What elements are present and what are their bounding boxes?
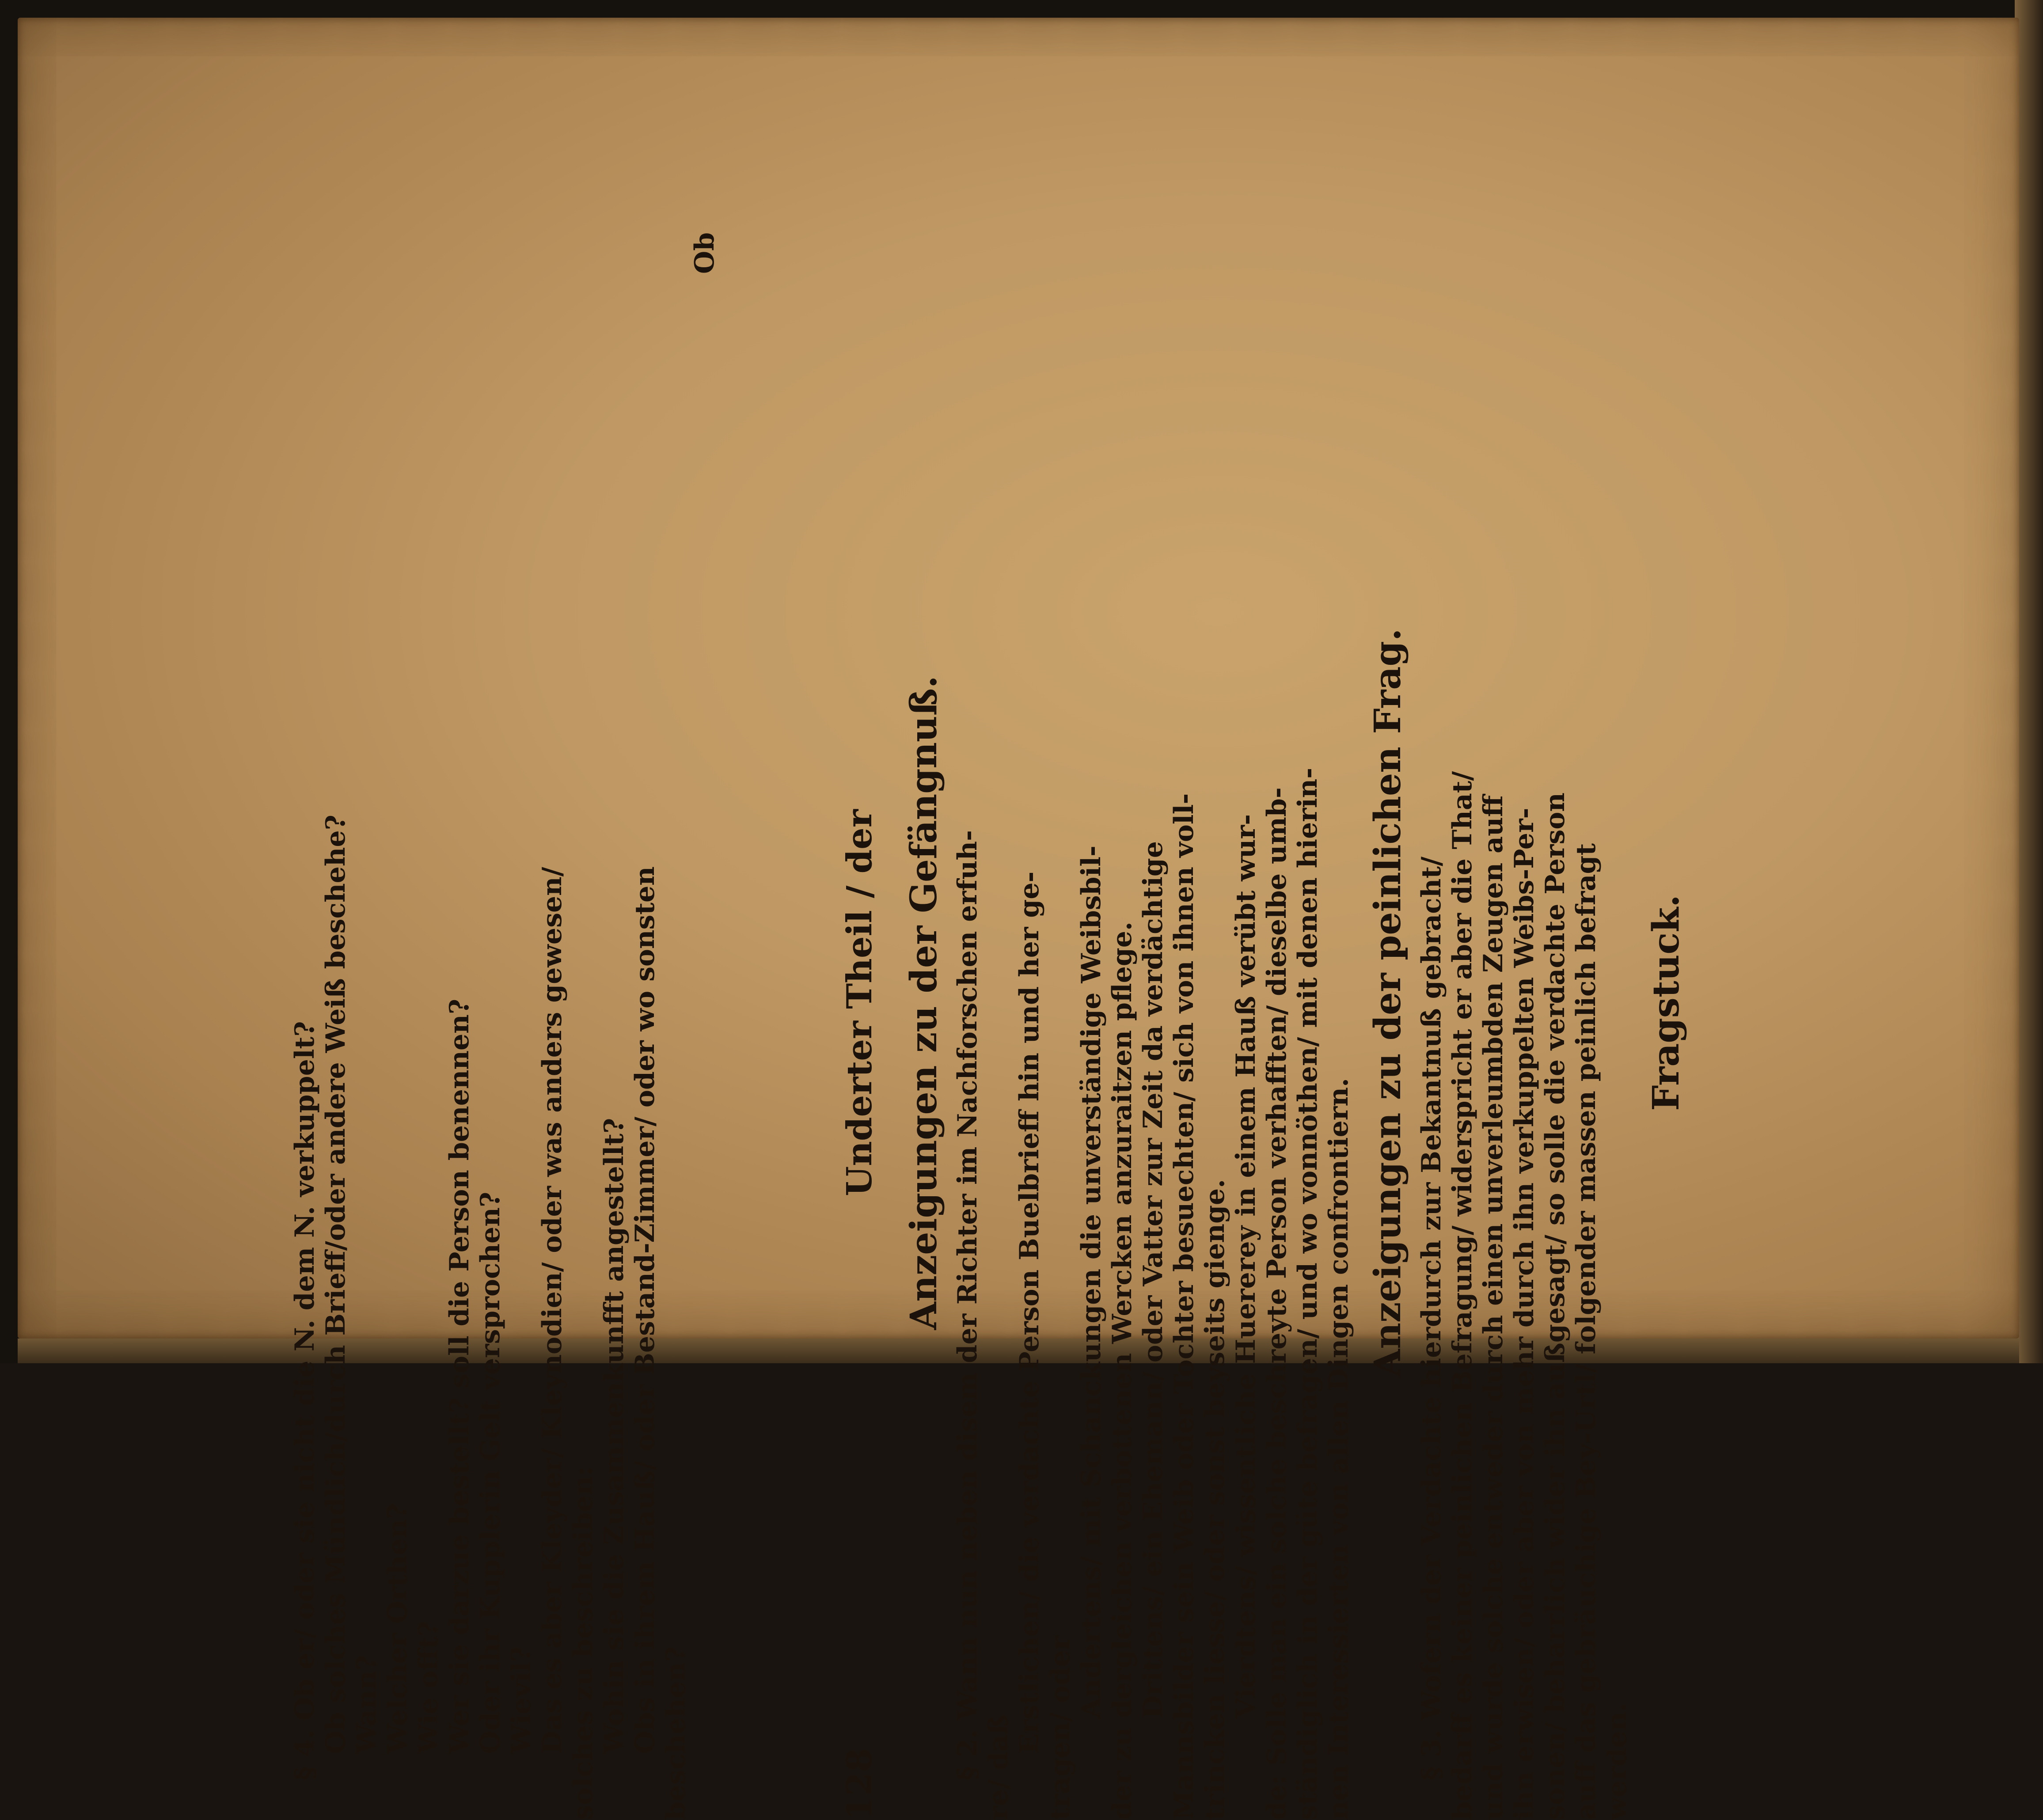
text-line: Mannsbilder sein Weib oder Tochter besuechten/ sich von ihnen voll- — [1169, 793, 1200, 1820]
text-line: ständiglich in der güte befragen/ und wo vonnöthen/ mit denen hierin- — [1292, 767, 1323, 1820]
text-line: nen Interessierten von allen Dingen confrontiern. — [1323, 1078, 1354, 1820]
running-head — [839, 186, 888, 1820]
heading-peinliche-frag: Anzeigungen zu der peinlichen Frag. — [1367, 628, 1409, 1377]
text-line: ihn erwisen/ oder aber von mehr durch ihn verkuppelten Weibs-Per- — [1509, 808, 1540, 1820]
text-line: Vierdtens/ wissentliche Huererey in einem Hauß verübt wur- — [1230, 814, 1261, 1718]
question-line: solches zu beschreiben: — [568, 1466, 599, 1820]
question-line: beschehen? — [661, 1646, 691, 1820]
question-line: Wievil? — [506, 1646, 537, 1754]
text-line: Erstlichen/ die verdachte Person Buelbrieff hin und her ge- — [1014, 871, 1045, 1754]
question-line: Ob solches Mündlich/durch Brieff/oder andere Weiß beschehe? — [320, 815, 351, 1754]
text-line: § 3. Wofern der Verdachte hierdurch zur Bekantnuß gebracht/ — [1416, 856, 1447, 1780]
text-line: bedarff es keiner peinlichen Befragung/ widerspricht er aber die That/ — [1447, 771, 1478, 1820]
question-line: Wann? — [351, 1655, 382, 1754]
question-line: Wohin sie die Zusammenkunfft angestellt? — [599, 1118, 630, 1754]
question-line: Oder ihr Kupplerin Gelt versprochen? — [475, 1192, 506, 1754]
text-line: re/ daß — [983, 1714, 1014, 1820]
text-line: Drittens/ ein Ehemann/ oder Vatter zur Zeit da verdächtige — [1138, 841, 1169, 1718]
question-line: Wer sie darzue bestellt? soll die Person benennen? — [444, 999, 475, 1754]
heading-gefaengnuss: Anzeigungen zu der Gefängnuß. — [903, 675, 945, 1330]
text-line: trincken liesse/ oder sonst beyseits gienge. — [1200, 1179, 1230, 1820]
text-line: Andertens/ mit Schanckungen die unverständige Weibsbil- — [1076, 846, 1107, 1718]
text-line: § 2. Wann nun neben disem der Richter im Nachforschen erfuh- — [952, 830, 983, 1780]
text-line: werden. — [1602, 1702, 1633, 1820]
fragstuck-content — [289, 186, 733, 1820]
text-line: de: Solle man ein solche beschreyte Person verhafften/ dieselbe umb- — [1261, 787, 1292, 1820]
text-line: tragen/ oder — [1045, 1636, 1076, 1820]
question-line: § 4. Ob er/ oder sie nicht die N. dem N. verkuppelt? — [289, 1021, 320, 1780]
heading-fragstuck: Fragstuck. — [1645, 895, 1687, 1111]
text-line: und wurde solche entweder durch einen unverleumbden Zeugen auff — [1478, 795, 1509, 1820]
question-line: Obs in ihrem Hauß/ oder Bestand-Zimmer/ oder wo sonsten — [630, 866, 661, 1754]
rotated-text-block-2 — [0, 186, 733, 1820]
catchword: Ob — [689, 232, 720, 274]
question-line: Welcher Orthen? — [382, 1503, 413, 1754]
question-line: Das es aber Kleyder/ Kleynodien/ oder was anders gewesen/ — [537, 867, 568, 1754]
page-number: 128 — [839, 1748, 880, 1820]
text-line: der zu dergleichen verbottenen Wercken anzuraitzen pflege. — [1107, 921, 1138, 1820]
running-head-title: Underter Theil / der — [839, 809, 880, 1196]
text-line: auff das gebräuchige Bey-Urtl/ folgender massen peinlich befragt — [1571, 843, 1602, 1820]
text-line: sonen/ beharrlich wider ihn außgesagt/ so solle die verdachte Person — [1540, 792, 1571, 1820]
page-content — [839, 186, 1865, 1820]
question-line: Wie offt? — [413, 1621, 444, 1754]
